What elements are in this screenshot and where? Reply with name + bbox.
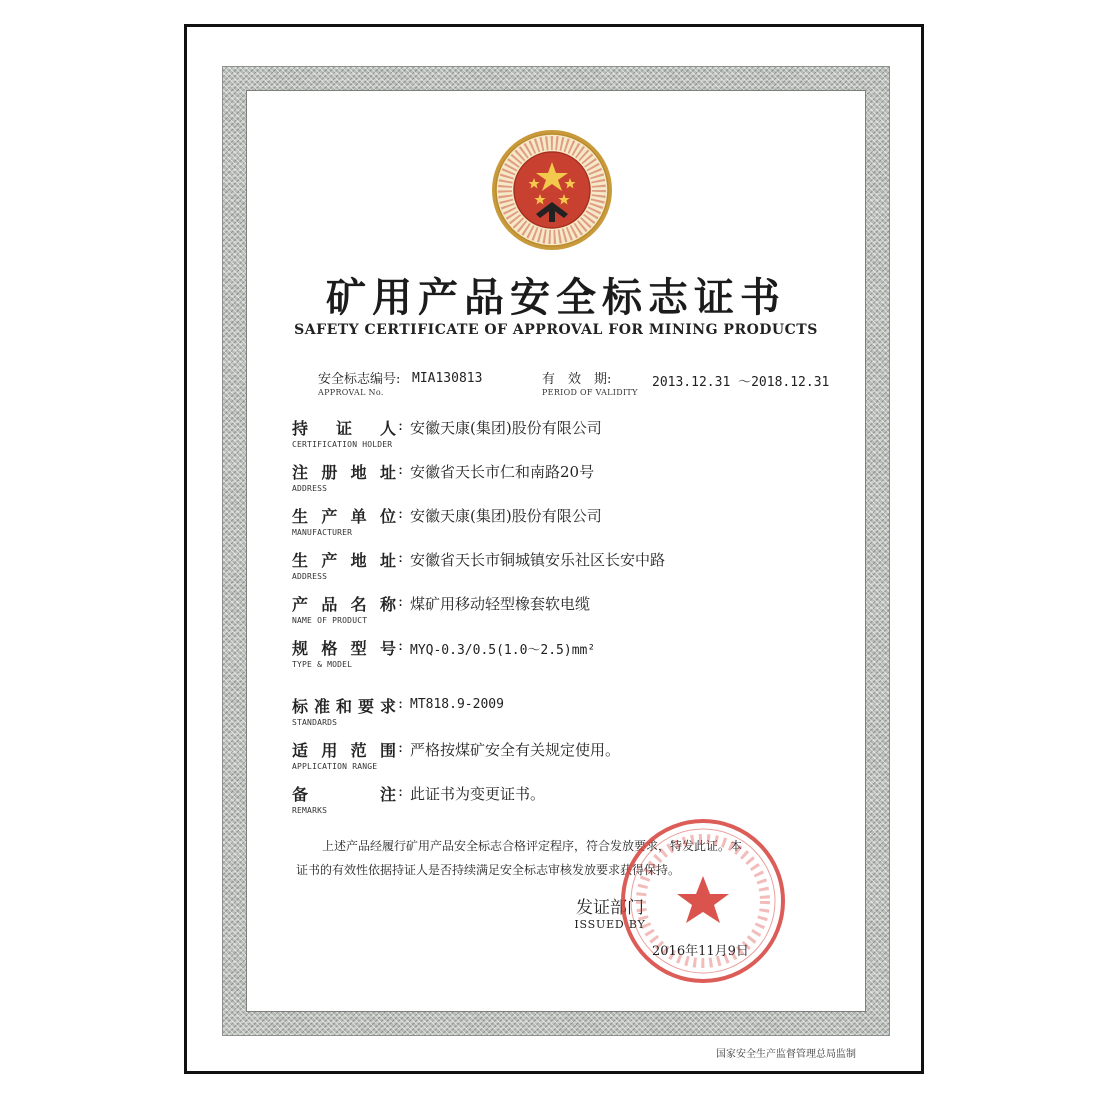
field-label: 生 产 单 位: [292, 507, 396, 526]
field-type-model: 规 格 型 号 : MYQ-0.3/0.5(1.0～2.5)mm² TYPE & MODEL: [292, 636, 596, 669]
issue-date: 2016年11月9日: [652, 944, 749, 959]
issued-by-zh: 发证部门: [576, 898, 644, 918]
field-label-en: CERTIFICATION HOLDER: [292, 440, 393, 449]
field-value: 严格按煤矿安全有关规定使用。: [410, 741, 621, 759]
field-certification-holder: 持 证 人 : 安徽天康(集团)股份有限公司 CERTIFICATION HOLDER: [292, 416, 602, 449]
field-label-en: ADDRESS: [292, 572, 328, 581]
official-seal-stamp: [618, 816, 788, 986]
field-label: 产 品 名 称: [292, 595, 396, 614]
field-manufacturer: 生 产 单 位 : 安徽天康(集团)股份有限公司 MANUFACTURER: [292, 504, 602, 537]
certificate-title-en: SAFETY CERTIFICATE OF APPROVAL FOR MINING PRODUCTS: [294, 322, 818, 338]
approval-label: 安全标志编号:: [318, 372, 401, 387]
field-value: 煤矿用移动轻型橡套软电缆: [410, 595, 591, 613]
field-label-en: STANDARDS: [292, 718, 338, 727]
issued-by-en: ISSUED BY: [574, 918, 646, 931]
field-label: 持 证 人: [292, 419, 396, 438]
field-label-en: NAME OF PRODUCT: [292, 616, 368, 625]
field-value: 安徽省天长市仁和南路20号: [410, 463, 595, 481]
field-label-en: APPLICATION RANGE: [292, 762, 378, 771]
field-label: 规 格 型 号: [292, 639, 396, 658]
field-value: 此证书为变更证书。: [410, 785, 546, 803]
field-value: MT818.9-2009: [410, 697, 504, 712]
field-product-name: 产 品 名 称 : 煤矿用移动轻型橡套软电缆 NAME OF PRODUCT: [292, 592, 591, 625]
certificate-title-zh: 矿用产品安全标志证书: [326, 274, 786, 321]
approval-number: MIA130813: [412, 371, 483, 386]
field-label: 备 注: [292, 785, 396, 804]
approval-row: [318, 368, 838, 408]
approval-label-en: APPROVAL No.: [318, 388, 384, 397]
validity-label-en: PERIOD OF VALIDITY: [542, 388, 638, 397]
footer-printer-note: 国家安全生产监督管理总局监制: [716, 1049, 856, 1060]
validity-label: 有 效 期:: [542, 372, 612, 387]
field-label: 生 产 地 址: [292, 551, 396, 570]
validity-period: 2013.12.31 ～2018.12.31: [652, 375, 830, 390]
field-value: 安徽天康(集团)股份有限公司: [410, 507, 602, 525]
field-label-en: MANUFACTURER: [292, 528, 353, 537]
field-label-en: TYPE & MODEL: [292, 660, 353, 669]
field-application-range: 适 用 范 围 : 严格按煤矿安全有关规定使用。 APPLICATION RANGE: [292, 738, 621, 771]
field-standards: 标 准 和 要 求 : MT818.9-2009 STANDARDS: [292, 694, 504, 727]
field-remarks: 备 注 : 此证书为变更证书。 REMARKS: [292, 782, 546, 815]
field-label-en: ADDRESS: [292, 484, 328, 493]
field-registered-address: 注 册 地 址 : 安徽省天长市仁和南路20号 ADDRESS: [292, 460, 595, 493]
national-emblem-icon: [490, 128, 614, 252]
field-production-address: 生 产 地 址 : 安徽省天长市铜城镇安乐社区长安中路 ADDRESS: [292, 548, 666, 581]
statement-line-1: 上述产品经履行矿用产品安全标志合格评定程序，符合发放要求，特发此证。本: [322, 839, 743, 853]
field-value: 安徽省天长市铜城镇安乐社区长安中路: [410, 551, 666, 569]
field-value: MYQ-0.3/0.5(1.0～2.5)mm²: [410, 643, 596, 658]
field-label-en: REMARKS: [292, 806, 328, 815]
field-label: 注 册 地 址: [292, 463, 396, 482]
statement-line-2: 证书的有效性依据持证人是否持续满足安全标志审核发放要求获得保持。: [296, 863, 681, 877]
field-label: 适 用 范 围: [292, 741, 396, 760]
field-label: 标 准 和 要 求: [292, 697, 396, 716]
field-value: 安徽天康(集团)股份有限公司: [410, 419, 602, 437]
